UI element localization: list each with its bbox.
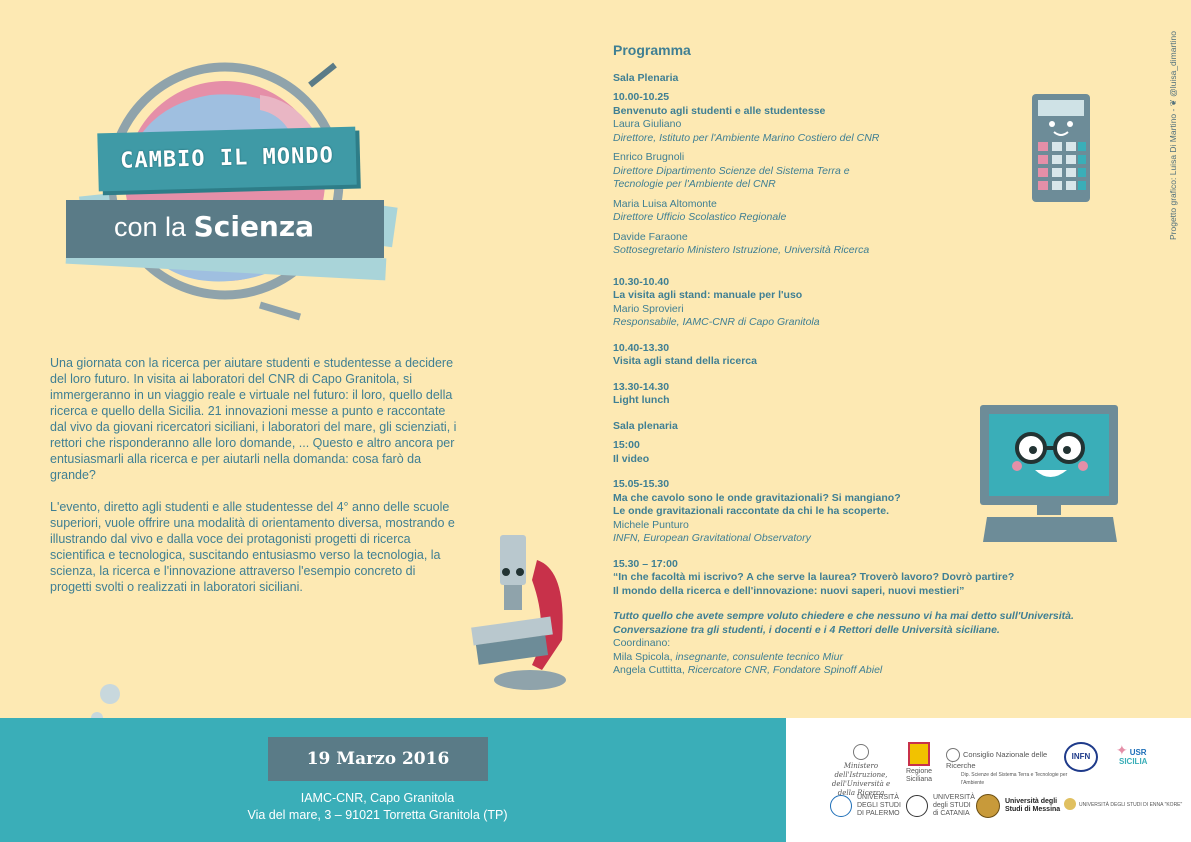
speaker-role: INFN, European Gravitational Observatory — [613, 532, 811, 544]
logo-usr-sicilia: SICILIA — [1119, 757, 1148, 766]
logo-usr — [1116, 742, 1176, 766]
logo-kore — [1064, 798, 1184, 810]
session-title: Le onde gravitazionali raccontate da chi le ha scoperte. — [613, 505, 889, 517]
speaker-name: Davide Faraone — [613, 230, 688, 243]
session-title: Il video — [613, 452, 650, 465]
session-title: Conversazione tra gli studenti, i docenti e i 4 Rettori delle Università siciliane. — [613, 623, 1000, 636]
trinacria-icon — [908, 742, 930, 766]
intro-paragraph-2: L'evento, diretto agli studenti e alle studentesse del 4° anno delle scuole superiori, vuole offrire una modalità di orientamento diversa, mostrando e illustrando dal vivo e dalla voce dei protagonisti progetti di ricerca scientifica e tecnologica, suscitando entusiasmo verso la tecnologia, la scienza, la ricerca e l'innovazione attraverso l'esempio concreto di progetti svolti o realizzati in laboratori siciliani. — [50, 500, 455, 594]
speaker-role: Direttore, Istituto per l'Ambiente Marino Costiero del CNR — [613, 131, 880, 144]
title-line-1: CAMBIO IL MONDO — [119, 143, 335, 174]
time: 10.40-13.30 — [613, 341, 670, 354]
unict-line-2: degli STUDI — [932, 802, 971, 809]
logo-miur — [826, 744, 896, 798]
unime-line-1: Università degli — [1004, 798, 1058, 805]
unict-seal-icon — [906, 795, 928, 817]
time: 10.00-10.25 — [613, 91, 670, 103]
logo-usr-text: USR — [1129, 748, 1147, 757]
logo-unime — [976, 794, 1068, 818]
speaker-name: Laura Giuliano — [613, 118, 682, 130]
logo-infn-text: INFN — [1071, 752, 1091, 761]
coordinator-role: Ricercatore CNR, Fondatore Spinoff Abiel — [687, 664, 883, 676]
unipa-line-2: DEGLI STUDI — [856, 802, 901, 809]
unipa-line-1: UNIVERSITÀ — [856, 794, 899, 801]
title-banner — [97, 127, 356, 192]
speaker-name: Mario Sprovieri — [613, 302, 684, 315]
time: 15.30 – 17:00 — [613, 557, 678, 570]
subtitle-bold: Scienza — [193, 210, 315, 243]
cnr-icon — [946, 748, 960, 762]
unime-line-2: Studi di Messina — [1004, 806, 1061, 813]
programme-block — [613, 558, 1173, 599]
unict-text — [933, 794, 975, 818]
subtitle-banner — [66, 200, 384, 258]
usr-star-icon: ✦ — [1116, 742, 1128, 758]
logo-cnr-text: Consiglio Nazionale delle Ricerche — [946, 749, 1048, 770]
programme-block — [613, 276, 1173, 330]
logo-regione-text: Regione Siciliana — [905, 768, 933, 783]
venue-line-1: IAMC-CNR, Capo Granitola — [300, 791, 455, 805]
programme-heading: Programma — [613, 42, 691, 58]
unime-seal-icon — [976, 794, 1000, 818]
coordinator-name: Mila Spicola, — [613, 650, 673, 663]
session-title: Ma che cavolo sono le onde gravitazionali? Si mangiano? — [613, 491, 901, 504]
session-title: Il mondo della ricerca e dell'innovazione: nuovi saperi, nuovi mestieri” — [613, 584, 965, 597]
programme-block — [613, 342, 1173, 369]
coordinator-name: Angela Cuttitta, — [613, 664, 685, 676]
logo-infn — [1064, 742, 1106, 772]
subtitle-light: con la — [114, 212, 187, 242]
infn-icon — [1064, 742, 1098, 772]
logo-cnr-dept: Dip. Scienze del Sistema Terra e Tecnologie per l'Ambiente — [961, 772, 1068, 786]
time: 15:00 — [613, 439, 640, 451]
unipa-seal-icon — [830, 795, 852, 817]
event-date: 19 Marzo 2016 — [306, 749, 450, 769]
venue — [240, 790, 515, 824]
speaker-role: Direttore Ufficio Scolastico Regionale — [613, 211, 787, 223]
unict-line-1: UNIVERSITÀ — [932, 794, 975, 801]
speaker-role: Direttore Dipartimento Scienze del Sistema Terra e — [613, 164, 850, 177]
time: 10.30-10.40 — [613, 275, 670, 288]
subtitle-text — [114, 210, 314, 243]
speaker-name: Maria Luisa Altomonte — [613, 197, 717, 210]
section-label: Sala Plenaria — [613, 71, 679, 84]
speaker-role: Tecnologie per l'Ambiente del CNR — [613, 178, 776, 190]
coordinator — [613, 651, 1173, 665]
logo-unict — [906, 794, 976, 818]
coordinator-role: insegnante, consulente tecnico Miur — [675, 650, 843, 663]
session-title: La visita agli stand: manuale per l'uso — [613, 289, 803, 301]
intro-text — [50, 355, 458, 611]
computer-icon — [975, 402, 1125, 547]
design-credit: Progetto grafico: Luisa Di Martino - ❦ @luisa_dimartino — [1168, 31, 1178, 240]
microscope-icon — [462, 530, 572, 695]
emblem-icon — [853, 744, 869, 760]
coordinators-label: Coordinano: — [613, 637, 671, 649]
unime-text — [1005, 798, 1060, 814]
time: 15.05-15.30 — [613, 478, 670, 490]
session-title: Visita agli stand della ricerca — [613, 355, 757, 367]
intro-paragraph-1: Una giornata con la ricerca per aiutare studenti e studentesse a decidere del loro futuro. In visita ai laboratori del CNR di Capo Granitola, si immergeranno in un viaggio reale e virtuale nel futuro: il loro, quello della ricerca e quello della Sicilia. 21 innovazioni messe a punto e raccontate dal vivo da giovani ricercatori siciliani, i laboratori del mare, gli scienziati, i rettori che risponderanno alle loro domande, ... Questo e altro ancora per entusiasmarli alla ricerca e per aiutarli nella domanda: cosa farò da grande? — [50, 356, 457, 482]
logo-unipa — [830, 794, 910, 818]
section-label: Sala plenaria — [613, 419, 678, 432]
session-title: Tutto quello che avete sempre voluto chiedere e che nessuno vi ha mai detto sull'Università. — [613, 610, 1074, 622]
unict-line-3: di CATANIA — [932, 810, 970, 817]
speaker-role: Sottosegretario Ministero Istruzione, Università Ricerca — [613, 244, 870, 256]
session-title: “In che facoltà mi iscrivo? A che serve la laurea? Troverò lavoro? Dovrò partire? — [613, 571, 1015, 583]
logo-miur-text: Ministero dell'Istruzione, dell'Università e della Ricerca — [831, 762, 891, 797]
partner-logos — [786, 718, 1191, 842]
logo-cnr — [946, 748, 1071, 787]
programme-block — [613, 610, 1173, 678]
speaker-role: Responsabile, IAMC-CNR di Capo Granitola — [613, 316, 820, 328]
date-banner — [268, 737, 488, 781]
calculator-icon — [1030, 92, 1092, 204]
kore-seal-icon — [1064, 798, 1076, 810]
unipa-line-3: DI PALERMO — [856, 810, 900, 817]
speaker-name: Enrico Brugnoli — [613, 151, 685, 163]
venue-line-2: Via del mare, 3 – 91021 Torretta Granitola (TP) — [247, 808, 508, 822]
logo-regione — [898, 742, 940, 784]
session-title: Light lunch — [613, 394, 670, 406]
unipa-text — [857, 794, 901, 818]
speaker-name: Michele Punturo — [613, 518, 689, 531]
time: 13.30-14.30 — [613, 380, 670, 393]
session-title: Benvenuto agli studenti e alle studentesse — [613, 104, 826, 117]
coordinator — [613, 664, 1173, 678]
logo-kore-text: UNIVERSITÀ DEGLI STUDI DI ENNA "KORE" — [1079, 801, 1183, 808]
